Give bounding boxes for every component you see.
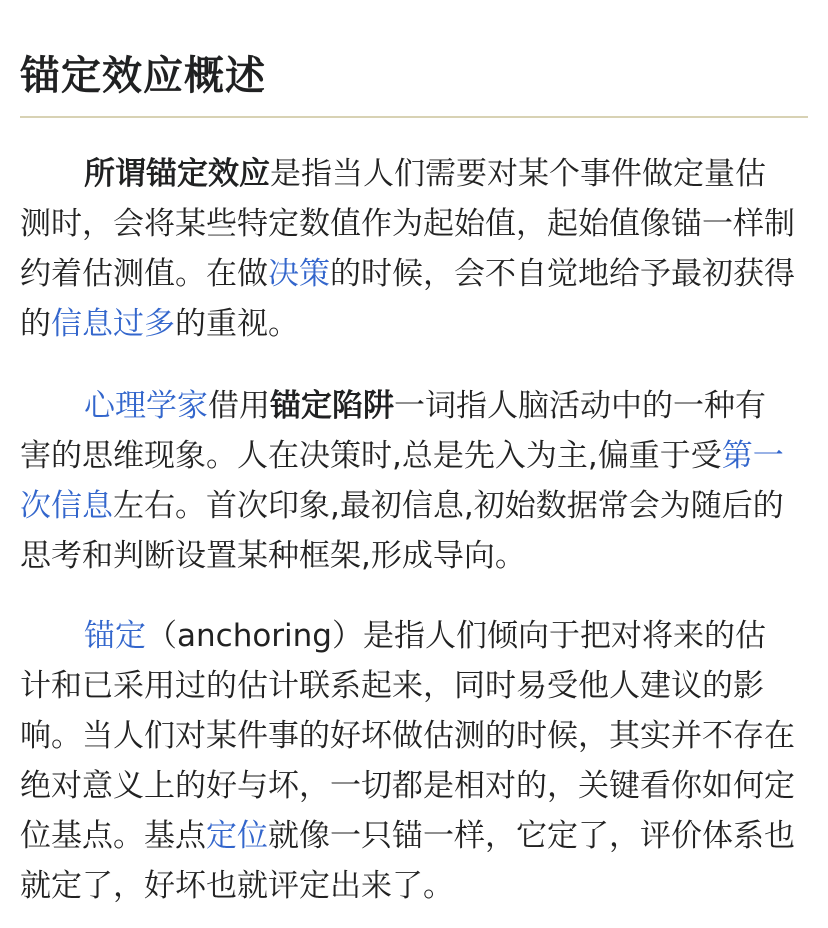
heading-divider [20,116,808,118]
paragraph-text: 是指当人们需要对某个事件做定量估测时，会将某些特定数值作为起始值，起始值像锚一样制约着估测值。在做 [20,156,795,292]
link-psychologist[interactable]: 心理学家 [84,388,208,424]
paragraph-text: 就像一只锚一样，它定了，评价体系也就定了，好坏也就评定出来了。 [20,818,795,904]
bold-term-anchoring-trap: 锚定陷阱 [270,388,394,424]
paragraph-psychology [20,381,796,581]
section-heading: 锚定效应概述 [20,53,266,99]
link-decision[interactable]: 决策 [268,256,330,292]
paragraph-anchoring [20,611,796,911]
paragraph-text: 的时候，会不自觉地给予最初获得的 [20,256,795,342]
paragraph-text: 左右。首次印象,最初信息,初始数据常会为随后的思考和判断设置某种框架,形成导向。 [20,488,784,574]
paragraph-text: 的重视。 [175,306,299,342]
paragraph-text: （anchoring）是指人们倾向于把对将来的估计和已采用过的估计联系起来，同时易受他人建议的影响。当人们对某件事的好坏做估测的时候，其实并不存在绝对意义上的好与坏，一切都是相对的，关键看你如何定位基点。基点 [20,618,795,854]
bold-term-anchoring-effect: 所谓锚定效应 [84,156,270,192]
link-positioning[interactable]: 定位 [206,818,268,854]
paragraph-definition [20,149,796,349]
link-information-overload[interactable]: 信息过多 [51,306,175,342]
paragraph-text: 一词指人脑活动中的一种有害的思维现象。人在决策时,总是先入为主,偏重于受 [20,388,766,474]
link-first-information[interactable]: 第一次信息 [20,438,784,524]
paragraph-text: 借用 [208,388,270,424]
link-anchoring[interactable]: 锚定 [84,618,146,654]
